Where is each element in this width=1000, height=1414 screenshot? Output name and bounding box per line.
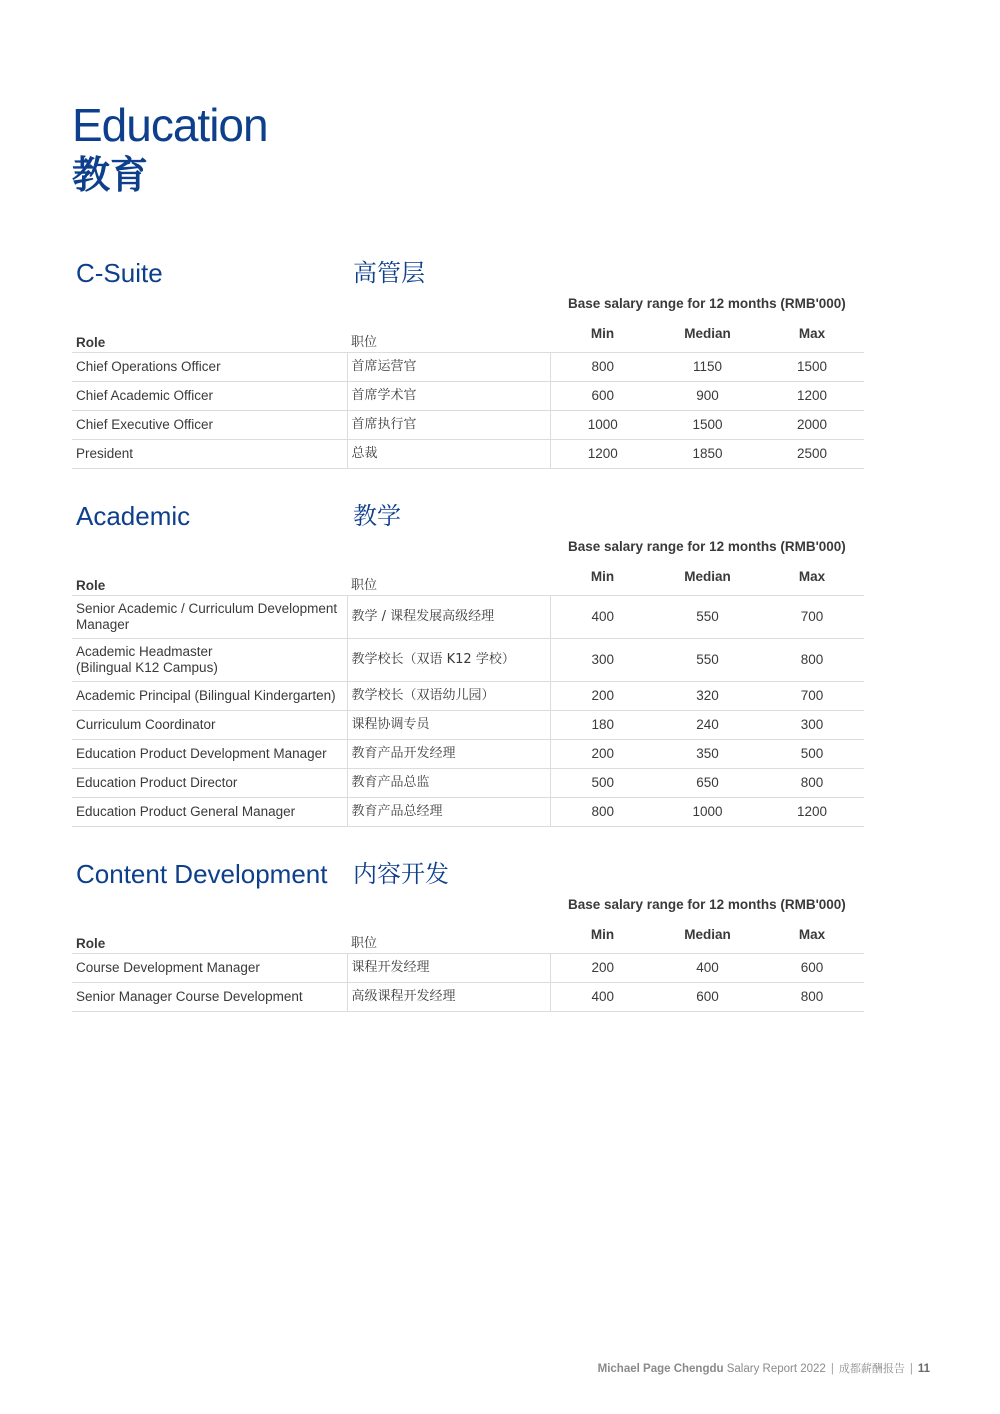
table-row	[72, 769, 864, 798]
salary-range-note: Base salary range for 12 months (RMB'000)	[568, 539, 846, 554]
role-zh-cell: 教学校长（双语 K12 学校）	[347, 639, 550, 682]
median-header: Median	[655, 921, 760, 954]
max-cell: 800	[760, 769, 864, 798]
table-row	[72, 440, 864, 469]
table-row	[72, 353, 864, 382]
min-header: Min	[550, 921, 655, 954]
min-cell: 800	[550, 798, 655, 827]
min-cell: 800	[550, 353, 655, 382]
median-cell: 320	[655, 682, 760, 711]
salary-range-note: Base salary range for 12 months (RMB'000)	[568, 296, 846, 311]
salary-table	[72, 320, 864, 469]
section-title-chinese: 教学	[353, 502, 401, 530]
salary-table	[72, 921, 864, 1012]
max-cell: 1200	[760, 382, 864, 411]
table-row	[72, 596, 864, 639]
median-cell: 1000	[655, 798, 760, 827]
median-cell: 240	[655, 711, 760, 740]
median-cell: 1500	[655, 411, 760, 440]
section-content-development	[72, 857, 864, 1012]
table-header-row	[72, 921, 864, 954]
role-zh-header: 职位	[347, 320, 550, 353]
min-cell: 400	[550, 983, 655, 1012]
section-title: Academic	[76, 501, 191, 531]
max-cell: 600	[760, 954, 864, 983]
role-zh-cell: 首席学术官	[347, 382, 550, 411]
role-cell: Chief Academic Officer	[72, 382, 347, 411]
max-cell: 700	[760, 682, 864, 711]
role-zh-cell: 首席运营官	[347, 353, 550, 382]
role-cell: Senior Academic / Curriculum Development Manager	[72, 596, 347, 639]
median-cell: 600	[655, 983, 760, 1012]
median-header: Median	[655, 563, 760, 596]
table-row	[72, 411, 864, 440]
role-cell: Senior Manager Course Development	[72, 983, 347, 1012]
role-cell: Education Product General Manager	[72, 798, 347, 827]
max-header: Max	[760, 921, 864, 954]
max-cell: 1200	[760, 798, 864, 827]
max-cell: 300	[760, 711, 864, 740]
min-cell: 500	[550, 769, 655, 798]
role-cell: Chief Executive Officer	[72, 411, 347, 440]
role-header: Role	[72, 320, 347, 353]
section-c-suite	[72, 256, 864, 469]
max-cell: 1500	[760, 353, 864, 382]
section-title-chinese: 高管层	[353, 259, 425, 287]
max-cell: 700	[760, 596, 864, 639]
role-zh-cell: 教学校长（双语幼儿园）	[347, 682, 550, 711]
median-cell: 1150	[655, 353, 760, 382]
max-cell: 800	[760, 983, 864, 1012]
salary-table	[72, 563, 864, 827]
table-row	[72, 954, 864, 983]
min-header: Min	[550, 320, 655, 353]
median-cell: 400	[655, 954, 760, 983]
role-header: Role	[72, 921, 347, 954]
role-zh-cell: 总裁	[347, 440, 550, 469]
median-cell: 650	[655, 769, 760, 798]
max-header: Max	[760, 320, 864, 353]
median-header: Median	[655, 320, 760, 353]
role-zh-cell: 教育产品总经理	[347, 798, 550, 827]
min-cell: 200	[550, 740, 655, 769]
salary-range-note: Base salary range for 12 months (RMB'000)	[568, 897, 846, 912]
role-zh-cell: 高级课程开发经理	[347, 983, 550, 1012]
table-row	[72, 740, 864, 769]
role-zh-cell: 首席执行官	[347, 411, 550, 440]
page-title-chinese: 教育	[72, 153, 149, 197]
footer-report-title: Salary Report 2022	[723, 1363, 826, 1375]
min-header: Min	[550, 563, 655, 596]
max-cell: 800	[760, 639, 864, 682]
median-cell: 550	[655, 639, 760, 682]
footer-report-title-chinese: 成都薪酬报告	[838, 1362, 905, 1375]
table-header-row	[72, 563, 864, 596]
max-header: Max	[760, 563, 864, 596]
min-cell: 600	[550, 382, 655, 411]
role-zh-header: 职位	[347, 921, 550, 954]
section-title: Content Development	[76, 859, 328, 889]
role-cell: Chief Operations Officer	[72, 353, 347, 382]
role-cell: Education Product Director	[72, 769, 347, 798]
role-zh-header: 职位	[347, 563, 550, 596]
role-zh-cell: 教学 / 课程发展高级经理	[347, 596, 550, 639]
min-cell: 200	[550, 682, 655, 711]
min-cell: 180	[550, 711, 655, 740]
table-row	[72, 983, 864, 1012]
footer-brand: Michael Page Chengdu	[597, 1363, 724, 1375]
role-cell: Curriculum Coordinator	[72, 711, 347, 740]
role-cell: Academic Headmaster (Bilingual K12 Campus)	[72, 639, 347, 682]
role-zh-cell: 课程开发经理	[347, 954, 550, 983]
table-header-row	[72, 320, 864, 353]
role-cell: Academic Principal (Bilingual Kindergarten)	[72, 682, 347, 711]
table-row	[72, 639, 864, 682]
section-title: C-Suite	[76, 258, 163, 288]
median-cell: 1850	[655, 440, 760, 469]
role-cell: President	[72, 440, 347, 469]
min-cell: 400	[550, 596, 655, 639]
median-cell: 900	[655, 382, 760, 411]
max-cell: 2000	[760, 411, 864, 440]
min-cell: 1000	[550, 411, 655, 440]
median-cell: 550	[655, 596, 760, 639]
min-cell: 300	[550, 639, 655, 682]
table-row	[72, 711, 864, 740]
section-title-chinese: 内容开发	[353, 860, 449, 888]
role-zh-cell: 课程协调专员	[347, 711, 550, 740]
table-row	[72, 682, 864, 711]
median-cell: 350	[655, 740, 760, 769]
role-zh-cell: 教育产品开发经理	[347, 740, 550, 769]
min-cell: 1200	[550, 440, 655, 469]
role-header: Role	[72, 563, 347, 596]
role-zh-cell: 教育产品总监	[347, 769, 550, 798]
max-cell: 500	[760, 740, 864, 769]
section-academic	[72, 499, 864, 827]
table-row	[72, 382, 864, 411]
role-cell: Education Product Development Manager	[72, 740, 347, 769]
page-footer: Michael Page Chengdu Salary Report 2022 | 成都薪酬报告 | 11	[597, 1362, 930, 1375]
max-cell: 2500	[760, 440, 864, 469]
page-number: 11	[917, 1363, 930, 1375]
role-cell: Course Development Manager	[72, 954, 347, 983]
page-title: Education	[72, 99, 268, 151]
min-cell: 200	[550, 954, 655, 983]
table-row	[72, 798, 864, 827]
